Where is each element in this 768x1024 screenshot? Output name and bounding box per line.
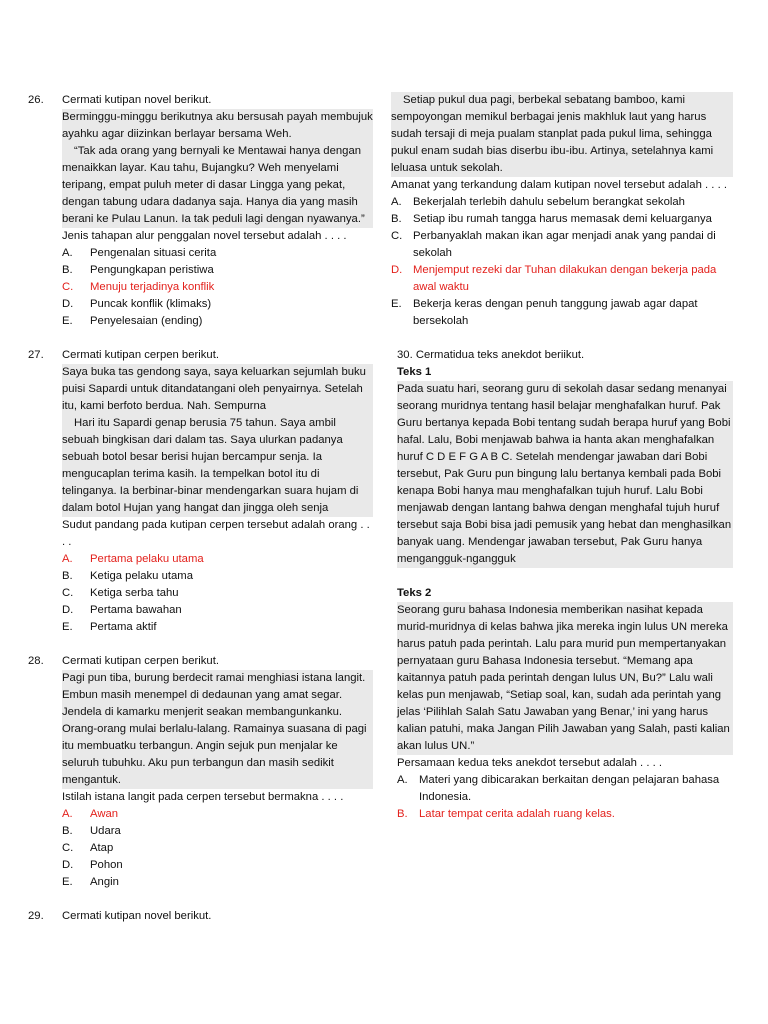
option-e[interactable]: E. Bekerja keras dengan penuh tanggung jawab agar dapat bersekolah: [391, 298, 698, 327]
passage-paragraph: Setiap pukul dua pagi, berbekal sebatang bamboo, kami sempoyongan memikul berbagai jenis makhluk laut yang harus sudah tersaji di meja pualam stanplat pada pukul lima, sehingga pukul enam sudah bias diserbu ibu-ibu. Artinya, setelahnya kami leluasa untuk sekolah.: [391, 94, 714, 174]
option-c[interactable]: C. Atap: [62, 842, 114, 854]
question-26: [28, 92, 373, 330]
right-column: [391, 92, 733, 823]
option-e[interactable]: E. Angin: [62, 876, 119, 888]
option-a[interactable]: A. Bekerjalah terlebih dahulu sebelum berangkat sekolah: [391, 196, 685, 208]
passage-paragraph: Saya buka tas gendong saya, saya keluarkan sejumlah buku puisi Sapardi untuk ditandatangani oleh penyairnya. Setelah itu, kami berfoto berdua. Nah. Sempurna: [62, 366, 366, 412]
passage-paragraph: Pagi pun tiba, burung berdecit ramai menghiasi istana langit. Embun masih menempel di dedaunan yang amat segar. Jendela di kamarku menjerit seakan membangunkanku. Orang-orang mulai berlalu-lalang. Ramainya suasana di pagi itu membuatku terbangun. Angin sejuk pun menjalar ke seluruh tubuhku. Aku pun terbangun dan masih sedikit mengantuk.: [62, 672, 367, 786]
question-number: 28.: [28, 655, 44, 667]
passage-paragraph: Seorang guru bahasa Indonesia memberikan nasihat kepada murid-muridnya di kelas bahwa jika mereka ingin lulus UN mereka harus patuh pada perintah. Lalu para murid pun mempertanyakan pernyataan guru Bahasa Indonesia tersebut. “Memang apa kaitannya patuh pada perintah dengan lulus UN, Bu?” Lalu wali kelas pun menjawab, “Setiap soal, kan, sudah ada perintah yang jelas ‘Pilihlah Salah Satu Jawaban yang Benar,’ ini yang harus kalian patuhi, maka Jangan Pilih Jawaban yang Salah, pasti kalian akan lulus UN.”: [397, 604, 730, 752]
option-a[interactable]: A. Materi yang dibicarakan berkaitan dengan pelajaran bahasa Indonesia.: [397, 774, 720, 803]
option-a-answer[interactable]: A. Awan: [62, 808, 119, 820]
option-c[interactable]: C. Ketiga serba tahu: [62, 587, 179, 599]
option-b[interactable]: B. Ketiga pelaku utama: [62, 570, 193, 582]
question-text: Sudut pandang pada kutipan cerpen tersebut adalah orang . . . .: [62, 519, 370, 548]
passage-paragraph: Pada suatu hari, seorang guru di sekolah dasar sedang menanyai seorang muridnya tentang hasil belajar menghafalkan huruf. Pak Guru bertanya kepada Bobi tentang sudah berapa huruf yang Bobi hafal. Lalu, Bobi menjawab bahwa ia hanta akan menghafalkan huruf C D E F G A B C. Setelah mendengar jawaban dari Bobi tersebut, Pak Guru pun bingung lalu bertanya kembali pada Bobi kenapa Bobi hanya mau menghafalkan tujuh huruf. Lalu Bobi menjawab dengan lantang bahwa dengan menghafal tujuh huruf tersebut saja Bobi bisa jadi pemusik yang hebat dan menghasilkan banyak uang. Mendengar jawaban tersebut, Pak Guru hanya mengangguk-ngangguk: [397, 383, 732, 565]
option-c[interactable]: C. Perbanyaklah makan ikan agar menjadi anak yang pandai di sekolah: [391, 230, 716, 259]
option-d[interactable]: D. Pertama bawahan: [62, 604, 182, 616]
question-intro: Cermati kutipan novel berikut.: [62, 910, 212, 922]
question-29-start: [28, 908, 373, 925]
option-b-answer[interactable]: B. Latar tempat cerita adalah ruang kelas.: [397, 808, 615, 820]
option-b[interactable]: B. Udara: [62, 825, 121, 837]
passage-paragraph: Hari itu Sapardi genap berusia 75 tahun. Saya ambil sebuah bingkisan dari dalam tas. Saya ulurkan padanya sebuah botol besar berisi hujan bercampur senja. Ia mengucaplan terima kasih. Ia tempelkan botol itu di telinganya. Ia berbinar-binar mendengarkan suara hujam di dalam botol Hujan yang hangat dan jingga oleh senja: [62, 417, 359, 514]
left-column: [28, 92, 373, 942]
passage: [62, 364, 373, 517]
question-30: [391, 347, 733, 823]
passage: [62, 109, 373, 228]
passage: [62, 670, 373, 789]
passage-paragraph: Berminggu-minggu berikutnya aku bersusah payah membujuk ayahku agar diizinkan berlayar bersama Weh.: [62, 111, 373, 140]
question-intro: Cermati kutipan cerpen berikut.: [62, 655, 219, 667]
option-d[interactable]: D. Pohon: [62, 859, 123, 871]
teks-1-passage: [397, 381, 733, 568]
option-c-answer[interactable]: C. Menuju terjadinya konflik: [62, 281, 215, 293]
teks-1-title: Teks 1: [397, 366, 432, 378]
question-number: 27.: [28, 349, 44, 361]
option-d-answer[interactable]: D. Menjemput rezeki dar Tuhan dilakukan dengan bekerja pada awal waktu: [391, 264, 717, 293]
passage: [391, 92, 733, 177]
question-text: Persamaan kedua teks anekdot tersebut adalah . . . .: [397, 757, 663, 769]
question-27: [28, 347, 373, 636]
question-text: Amanat yang terkandung dalam kutipan novel tersebut adalah . . . .: [391, 179, 727, 191]
teks-2-passage: [397, 602, 733, 755]
option-d[interactable]: D. Puncak konflik (klimaks): [62, 298, 212, 310]
teks-2-title: Teks 2: [397, 587, 432, 599]
question-intro: Cermati kutipan novel berikut.: [62, 94, 212, 106]
question-number: 29.: [28, 910, 44, 922]
passage-paragraph: “Tak ada orang yang bernyali ke Mentawai hanya dengan menaikkan layar. Kau tahu, Bujangku? Weh menyelami teripang, empat puluh meter di dasar Lingga yang pekat, dengan tabung udara dadanya saja. Hanya dia yang masih berani ke Pulau Lanun. Ia tak peduli lagi dengan nyawanya.”: [62, 145, 365, 225]
question-intro: 30. Cermatidua teks anekdot beriikut.: [397, 349, 585, 361]
question-28: [28, 653, 373, 891]
question-29-continued: [391, 92, 733, 330]
option-e[interactable]: E. Pertama aktif: [62, 621, 157, 633]
option-b[interactable]: B. Setiap ibu rumah tangga harus memasak demi keluarganya: [391, 213, 712, 225]
question-intro: Cermati kutipan cerpen berikut.: [62, 349, 219, 361]
option-b[interactable]: B. Pengungkapan peristiwa: [62, 264, 214, 276]
question-number: 26.: [28, 94, 44, 106]
question-text: Istilah istana langit pada cerpen tersebut bermakna . . . .: [62, 791, 344, 803]
option-a[interactable]: A. Pengenalan situasi cerita: [62, 247, 217, 259]
question-text: Jenis tahapan alur penggalan novel tersebut adalah . . . .: [62, 230, 347, 242]
option-e[interactable]: E. Penyelesaian (ending): [62, 315, 203, 327]
option-a-answer[interactable]: A. Pertama pelaku utama: [62, 553, 204, 565]
